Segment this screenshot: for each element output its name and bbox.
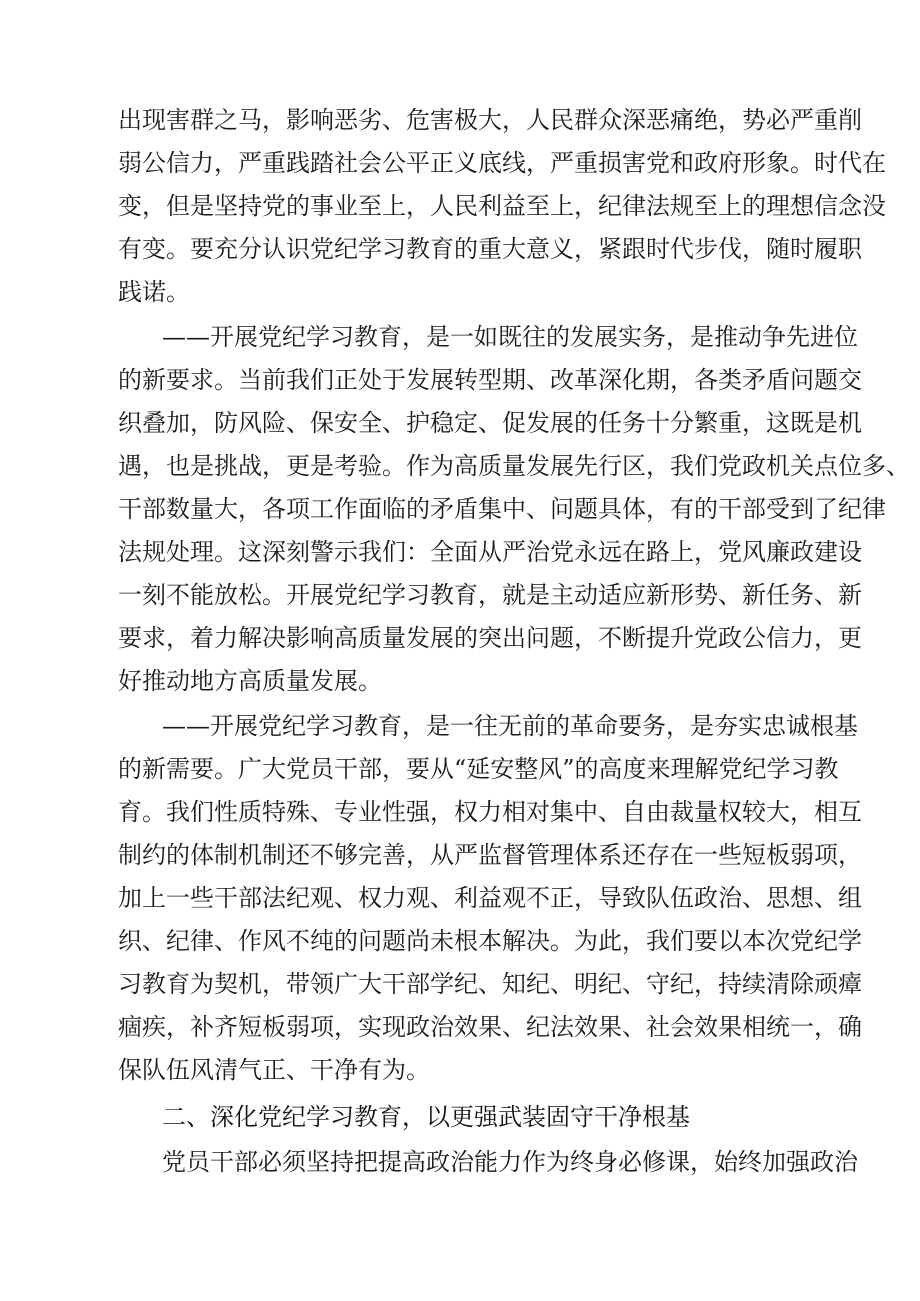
paragraph-3-line-4: 制约的体制机制还不够完善，从严监督管理体系还存在一些短板弱项，	[118, 841, 862, 869]
paragraph-2-line-7: 一刻不能放松。开展党纪学习教育，就是主动适应新形势、新任务、新	[118, 581, 862, 609]
paragraph-3-line-8: 痼疾，补齐短板弱项，实现政治效果、纪法效果、社会效果相统一，确	[118, 1013, 862, 1041]
paragraph-2-line-5: 干部数量大，各项工作面临的矛盾集中、问题具体，有的干部受到了纪律	[118, 495, 886, 523]
section-heading: 二、深化党纪学习教育，以更强武装固守干净根基	[162, 1103, 690, 1131]
paragraph-1-line-3: 变，但是坚持党的事业至上，人民利益至上，纪律法规至上的理想信念没	[118, 192, 886, 220]
paragraph-1-line-5: 践诺。	[118, 278, 190, 306]
paragraph-3-line-9: 保队伍风清气正、干净有为。	[118, 1056, 430, 1084]
paragraph-4-line-1: 党员干部必须坚持把提高政治能力作为终身必修课，始终加强政治	[162, 1148, 858, 1176]
paragraph-1-line-2: 弱公信力，严重践踏社会公平正义底线，严重损害党和政府形象。时代在	[118, 149, 886, 177]
paragraph-3-line-7: 习教育为契机，带领广大干部学纪、知纪、明纪、守纪，持续清除顽瘴	[118, 970, 862, 998]
paragraph-3-line-3: 育。我们性质特殊、专业性强，权力相对集中、自由裁量权较大，相互	[118, 798, 862, 826]
paragraph-3-line-6: 织、纪律、作风不纯的问题尚未根本解决。为此，我们要以本次党纪学	[118, 927, 862, 955]
paragraph-1-line-4: 有变。要充分认识党纪学习教育的重大意义，紧跟时代步伐，随时履职	[118, 235, 862, 263]
paragraph-2-line-6: 法规处理。这深刻警示我们：全面从严治党永远在路上，党风廉政建设	[118, 538, 862, 566]
paragraph-2-line-8: 要求，着力解决影响高质量发展的突出问题，不断提升党政公信力，更	[118, 624, 862, 652]
paragraph-3-line-1: ——开展党纪学习教育，是一往无前的革命要务，是夯实忠诚根基	[162, 712, 858, 740]
paragraph-3-line-5: 加上一些干部法纪观、权力观、利益观不正，导致队伍政治、思想、组	[118, 884, 862, 912]
paragraph-2-line-4: 遇，也是挑战，更是考验。作为高质量发展先行区，我们党政机关点位多、	[118, 452, 910, 480]
paragraph-2-line-9: 好推动地方高质量发展。	[118, 667, 382, 695]
paragraph-3-line-2: 的新需要。广大党员干部，要从“延安整风”的高度来理解党纪学习教	[118, 755, 839, 783]
paragraph-2-line-2: 的新要求。当前我们正处于发展转型期、改革深化期，各类矛盾问题交	[118, 366, 862, 394]
paragraph-1-line-1: 出现害群之马，影响恶劣、危害极大，人民群众深恶痛绝，势必严重削	[118, 106, 862, 134]
paragraph-2-line-3: 织叠加，防风险、保安全、护稳定、促发展的任务十分繁重，这既是机	[118, 409, 862, 437]
paragraph-2-line-1: ——开展党纪学习教育，是一如既往的发展实务，是推动争先进位	[162, 323, 858, 351]
